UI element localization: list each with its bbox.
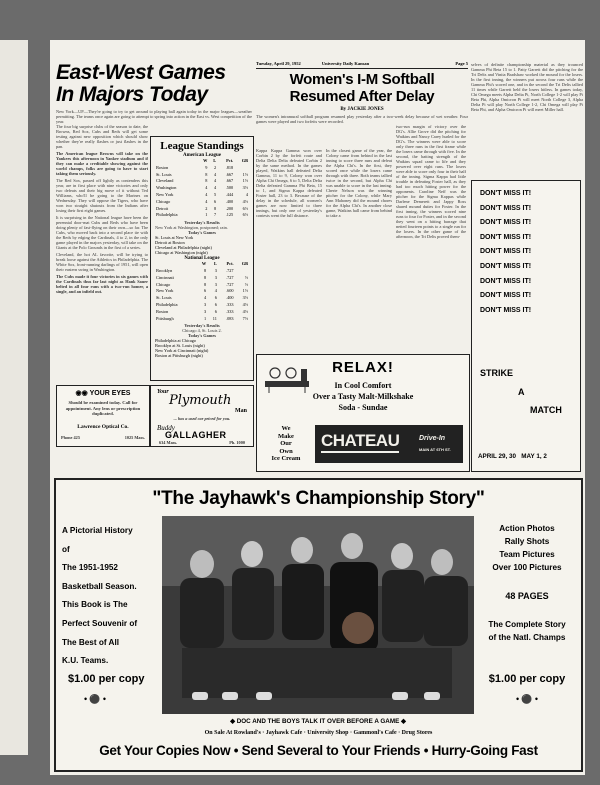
dont-miss-line: DON'T MISS IT!	[480, 233, 532, 241]
stat-cell: 6	[213, 198, 217, 204]
eastwest-body	[56, 124, 148, 294]
stat-cell: ½	[244, 274, 248, 280]
strike-line3: MATCH	[530, 405, 562, 415]
stat-cell: 8	[205, 178, 208, 184]
al-row	[155, 199, 249, 206]
plymouth-address: 634 Mass.	[159, 440, 178, 445]
al-row	[155, 185, 249, 192]
strike-line2: A	[518, 387, 525, 397]
al-title: American League	[183, 153, 221, 158]
stat-cell: 3	[203, 308, 207, 314]
eastwest-p2: The four big surprise clubs of the season to date, the Browns, Red Sox, Cubs and Reds will get some testing against new opposition which should show whether they're really flashes or just flashes in the pan.	[56, 124, 148, 149]
softball-col2	[326, 148, 392, 218]
nl-row	[155, 295, 249, 302]
jayhawk-right-text	[476, 522, 578, 574]
jayhawk-right-line: Over 100 Pictures	[492, 563, 562, 572]
stat-cell: .200	[225, 205, 234, 211]
stat-cell: 4½	[242, 308, 248, 314]
eastwest-lead: New York—UP—They're going to try to get around to playing ball again today in the major leagues—weather permitting. The teams once again are going to attempt to spring into action in the East vs. West competition of the year.	[56, 109, 252, 124]
plymouth-your: Your	[157, 389, 169, 395]
optical-body: Should be examined today. Call for appointment. Any lens or prescription duplicated.	[65, 400, 141, 416]
relax-title: RELAX!	[332, 359, 394, 376]
al-table	[155, 158, 249, 219]
jayhawk-right-text-2	[476, 618, 578, 644]
stat-cell: 4	[205, 191, 208, 197]
stat-cell: .500	[225, 185, 234, 191]
nl-col-0: W	[201, 261, 207, 267]
plymouth-man: Man	[235, 408, 247, 414]
al-col-3: GB	[241, 158, 248, 163]
plymouth-phone: Ph. 1000	[229, 440, 245, 445]
team-name: Chicago	[156, 198, 171, 204]
team-name: Cleveland	[156, 178, 174, 184]
stat-cell: 1	[205, 212, 208, 218]
ornament-left: • ⚫ •	[84, 694, 107, 704]
stat-cell: 1	[203, 315, 207, 321]
stat-cell: 4	[205, 198, 208, 204]
relax-side-line: Our	[280, 440, 292, 447]
chateau-brand: CHATEAU	[321, 431, 399, 453]
softball-byline: By JACKIE JONES	[340, 107, 384, 112]
optical-ad	[56, 385, 150, 447]
eye-icon: ◉◉	[75, 390, 88, 397]
plymouth-ad	[150, 385, 254, 447]
stat-cell: 11	[212, 315, 217, 321]
team-name: Cincinnati	[156, 274, 174, 280]
al-today-title: Today's Games	[188, 230, 216, 236]
jayhawk-right-line: Rally Shots	[504, 537, 550, 546]
relax-side-line: Own	[279, 447, 293, 455]
jayhawk-left-line: The Best of All	[62, 637, 120, 647]
dont-miss-line: DON'T MISS IT!	[480, 262, 532, 270]
stat-cell: .444	[225, 191, 234, 197]
masthead-date: Tuesday, April 29, 1952	[256, 61, 301, 66]
dont-miss-line: DON'T MISS IT!	[480, 248, 532, 256]
strike-ad	[471, 180, 581, 472]
nl-col-1: L	[214, 261, 217, 267]
stat-cell: .727	[226, 281, 234, 287]
stat-cell	[235, 268, 249, 275]
stat-cell: 8	[203, 274, 207, 280]
strike-line1: STRIKE	[480, 368, 514, 378]
team-name: Chicago	[156, 281, 171, 287]
stat-cell: .727	[226, 274, 234, 280]
jayhawk-left-line: K.U. Teams.	[62, 656, 109, 666]
softball-c2: In the closest game of the year, the Colony came from behind in the last inning to score three runs and defeat the Alpha Chi's. In the first, they scored once while the losers came through with three. Both teams tallied twice in the second, but Alpha Chi was unable to score in the last inning. Cherie Nelson was the winning pitcher for the Colony, while Mary Ann Mahoney did the mound chores for the Alpha Chi's. In another close game, Watkins hall came from behind to take a	[326, 148, 392, 218]
relax-side-line: Make	[278, 432, 294, 440]
al-row	[155, 206, 249, 213]
nl-yest-title: Yesterday's Results	[184, 323, 220, 329]
chateau-logo	[315, 425, 463, 463]
jayhawk-left-line: Basketball Season.	[62, 581, 137, 591]
stat-cell: 3	[214, 281, 217, 287]
strike-dates: APRIL 29, 30 MAY 1, 2	[478, 453, 547, 460]
al-today-game: St. Louis at New York	[155, 235, 194, 241]
team-name: Detroit	[156, 205, 169, 211]
plymouth-brand: Plymouth	[169, 393, 232, 408]
stat-cell: .600	[226, 288, 234, 294]
nl-today-game: New York at Cincinnati (night)	[155, 348, 209, 354]
stat-cell: 4	[203, 295, 207, 301]
eastwest-p3: The American league Browns will take on the Yankees this afternoon in Yankee stadium and if they can make a creditable showing against the world champs, folks are going to have to start taking them seriously.	[56, 151, 148, 176]
jayhawk-right2-line: The Complete Story	[488, 620, 566, 629]
nl-row	[155, 302, 249, 309]
optical-title: ◉◉ YOUR EYES	[75, 390, 131, 397]
stat-cell: 9	[205, 164, 208, 170]
stat-cell: .400	[226, 295, 234, 301]
stat-cell: 4½	[242, 301, 248, 307]
stat-cell: .125	[225, 212, 234, 218]
nl-col-3: GB	[241, 261, 248, 267]
team-name: New York	[156, 288, 174, 294]
optical-address: 1025 Mass.	[124, 435, 145, 440]
softball-c1: Kappa Kappa Gamma won over Corbin 2 by the forfeit route and Delta Delta Delta defeated Corbin 2 by the same method. In the games played, Watkins hall defeated Delta Gamma, 11 to 9, Colony won over Alpha Chi Omega, 6 to 5, Delta Delta Delta defeated Gamma Phi Beta, 15 to 1, and Sigma Kappa defeated Foster hall, 23 to 3. Because of the delay in the schedule, all women's games are now limited to three innings, but only one of yesterday's contests went the full distance.	[256, 148, 322, 218]
jayhawk-caption: ◆ DOC AND THE BOYS TALK IT OVER BEFORE A GAME ◆	[230, 718, 406, 725]
stat-cell: 7	[213, 212, 217, 218]
stat-cell: 7½	[242, 315, 248, 321]
relax-side-line: Ice Cream	[271, 455, 301, 462]
stat-cell: 6	[203, 288, 207, 294]
stat-cell: 5	[213, 191, 217, 197]
stat-cell: 6	[214, 301, 217, 307]
al-row	[155, 178, 249, 185]
stat-cell: 1½	[242, 178, 248, 184]
optical-phone: Phone 425	[61, 435, 80, 440]
stat-cell: .667	[225, 171, 234, 177]
al-row	[155, 212, 249, 219]
stat-cell: 1½	[242, 171, 248, 177]
standings-box	[150, 136, 254, 381]
nl-title: National League	[184, 256, 220, 262]
eastwest-p5: It is surprising in the National league have been the perennial door-mat Cubs and Reds who have been doing plenty of fast-flying on their own—so far. The Cubs, who moved back into a second place tie with the Reds by edging the Cardinals, 4 to 2, in the only game played in the majors yesterday, will take on the Giants at the Polo Grounds in the first of a series.	[56, 215, 148, 250]
relax-side-text	[265, 425, 307, 463]
nl-today-game: Philadelphia at Chicago	[155, 338, 197, 344]
al-today-list	[151, 235, 253, 255]
nl-today-title: Today's Games	[188, 333, 216, 339]
stat-cell: 6½	[242, 205, 248, 211]
jayhawk-price-left: $1.00 per copy	[68, 673, 145, 685]
dont-miss-line: DON'T MISS IT!	[480, 306, 532, 314]
softball-headline: Women's I-M Softball Resumed After Delay	[289, 71, 435, 105]
stat-cell: 1½	[242, 288, 248, 294]
team-name: Brooklyn	[156, 267, 173, 273]
jayhawk-left-line: A Pictorial History	[62, 526, 133, 535]
jayhawk-left-line: Perfect Souvenir of	[62, 618, 138, 628]
al-col-0: W	[203, 158, 208, 163]
adjacent-page-edge	[0, 40, 28, 755]
jayhawk-right-line: Team Pictures	[499, 550, 555, 559]
softball-col4	[471, 62, 583, 182]
jayhawk-price-right: $1.00 per copy	[488, 673, 566, 685]
team-name: Boston	[156, 308, 169, 314]
nl-table	[155, 261, 249, 322]
stat-cell: 3	[214, 267, 217, 273]
stat-cell: .333	[226, 308, 234, 314]
dont-miss-line: DON'T MISS IT!	[480, 204, 532, 212]
stat-cell: .667	[225, 178, 234, 184]
al-today-game: Chicago at Washington (night)	[155, 250, 208, 256]
masthead	[256, 61, 468, 66]
stat-cell: 4	[213, 178, 217, 184]
jayhawk-left-text	[62, 522, 162, 671]
nl-row	[155, 309, 249, 316]
stat-cell: 2	[205, 205, 208, 211]
jayhawk-pages: 48 PAGES	[505, 591, 549, 601]
eastwest-p4: The Red Sox, passed off lightly as contenders this year, are in first place with nine victories and only two defeats and their big move of it without Ted Williams, who'll be going to the Marines on Wednesday. They will oppose the Tigers, who have won two straight shutouts from the Indians after losing their first eight games.	[56, 178, 148, 213]
stat-cell: ½	[244, 281, 248, 287]
nl-row	[155, 275, 249, 282]
jayhawk-left-line: of	[62, 544, 70, 554]
dont-miss-line: DON'T MISS IT!	[480, 219, 532, 227]
stat-cell: .333	[226, 301, 234, 307]
team-name: Pittsburgh	[156, 315, 174, 321]
stat-cell: 6½	[242, 212, 248, 218]
stat-cell: 4½	[242, 198, 248, 204]
nl-col-team	[155, 261, 196, 268]
softball-col1	[256, 148, 322, 218]
standings-title: League Standings	[160, 140, 244, 152]
softball-c3: two-run margin of victory over the DG's. Allie Grove did the pitching for Watkins and Nancy Carey hurled for the DG's. The winners were able to score only three runs in the first frame while the losers came through with five. In the second, the batting strength of the Watkins squad came to life and they powered over eight runs. The losers were able to score only four in their half of the inning. Sigma Kappa had little trouble in defeating Foster hall, as they had too much hitting power for the opponents. Caroline Neff was the pitcher for the Sigma Kappas while Darlene Demerett and Jappy Ross shared mound duties for Foster. In the first inning, the winners scored nine runs to four for Foster, and in the second they went on a hitting barrage that netted fourteen points to a single run for the losers. In the other game of the afternoon, the Tri Delts proved them-	[396, 124, 466, 239]
stat-cell: 3	[203, 301, 207, 307]
stat-cell: 3	[214, 274, 217, 280]
eastwest-article	[56, 62, 252, 124]
jayhawk-footer: Get Your Copies Now • Send Several to Your Friends • Hurry-Going Fast	[99, 743, 538, 758]
stat-cell: 2	[213, 164, 217, 170]
chateau-sub: Drive-In	[419, 435, 446, 442]
stat-cell: 3½	[242, 185, 248, 191]
masthead-paper: University Daily Kansan	[321, 61, 370, 66]
stat-cell: .727	[226, 267, 234, 273]
al-today-game: Cleveland at Philadelphia (night)	[155, 245, 212, 251]
dont-miss-line: DON'T MISS IT!	[480, 190, 532, 197]
team-name: St. Louis	[156, 171, 172, 177]
team-name: New York	[156, 191, 174, 197]
chateau-ad	[256, 354, 470, 472]
jayhawk-onsale: On Sale At Rowland's · Jayhawk Cafe · University Shop · Gammonl's Cafe · Drug Stores	[204, 730, 433, 736]
stat-cell: 4	[214, 288, 217, 294]
al-col-1: L	[213, 158, 217, 163]
nl-row	[155, 282, 249, 289]
dont-miss-line: DON'T MISS IT!	[480, 292, 532, 300]
al-col-team	[155, 158, 197, 165]
eastwest-headline: East-West Games In Majors Today	[56, 61, 226, 106]
chateau-address: MAIN AT 6TH ST.	[419, 447, 451, 452]
jayhawk-right-line: Action Photos	[499, 524, 555, 533]
nl-col-2: Pct.	[226, 261, 234, 267]
softball-c4: selves of definite championship material as they trounced Gamma Phi Beta 15 to 1. Patty Garrett did the pitching for the Tri Delts and Vinita Bradshaw worked the mound for the losers. In the first inning, the winners put across four runs while the Gamma Phi's scored one, and in the second the Tri Delts tallied 11 times while Garrett held the losers hitless. In games today, Chi Omega meets Alpha Delta Pi, North College 1-2 will play Pi Beta Phi, Alpha Omicron Pi will meet North College 3, Alpha Delta Pi will play North College 1-2, Chi Omega will play Pi Beta Phi, and Alpha Omicron Pi will meet Miller hall.	[471, 62, 583, 112]
stat-cell: .400	[225, 198, 234, 204]
nl-today-game: Brooklyn at St. Louis (night)	[155, 343, 205, 349]
team-photo	[162, 516, 474, 714]
relax-line2: Over a Tasty Malt-Milkshake	[312, 392, 414, 401]
team-name: Washington	[156, 185, 177, 191]
nl-row	[155, 288, 249, 295]
jayhawk-left-line: The 1951-1952	[62, 563, 118, 573]
eastwest-p7: The Cubs made it four victories in six games with the Cardinals thus far last night as Hank Sauer belted in all four runs with a two-run homer, a single, and an infield out.	[56, 274, 148, 294]
al-today-game: Detroit at Boston	[155, 240, 185, 246]
masthead-page: Page 5	[455, 61, 468, 66]
newspaper-page	[50, 40, 585, 775]
stat-cell: 4	[213, 171, 217, 177]
plymouth-dealer-name: GALLAGHER	[165, 430, 227, 440]
stat-cell: .083	[226, 315, 234, 321]
al-row	[155, 165, 249, 172]
nl-row	[155, 316, 249, 323]
al-row	[155, 172, 249, 179]
relax-line1: In Cool Comfort	[334, 381, 392, 390]
softball-lead: The women's intramural softball program resumed play yesterday after a two-week delay because of wet weather. Four games were played and two forfeits were recorded.	[256, 114, 468, 124]
stat-cell: 8	[213, 205, 217, 211]
al-col-2: Pct.	[226, 158, 234, 163]
al-header-row	[155, 158, 249, 165]
team-name: Boston	[156, 164, 169, 170]
stat-cell: 6	[214, 295, 217, 301]
stat-cell: 6	[214, 308, 217, 314]
stat-cell: 8	[203, 281, 207, 287]
dont-miss-line: DON'T MISS IT!	[480, 277, 532, 285]
stat-cell: 4	[205, 185, 208, 191]
jayhawk-left-line: This Book is The	[62, 600, 128, 610]
stat-cell: .818	[225, 164, 234, 170]
stat-cell: 3½	[242, 295, 248, 301]
softball-article	[256, 71, 468, 124]
al-yest-title: Yesterday's Results	[184, 220, 220, 226]
nl-header-row	[155, 261, 249, 268]
relax-side-line: We	[281, 425, 291, 432]
jayhawk-ad	[54, 478, 583, 772]
jayhawk-title: "The Jayhawk's Championship Story"	[152, 488, 485, 509]
dont-miss-list	[480, 187, 574, 318]
nl-today-game: Boston at Pittsburgh (night)	[155, 353, 203, 359]
ornament-right: • ⚫ •	[515, 694, 538, 704]
stat-cell: 4	[213, 185, 217, 191]
softball-col3	[396, 124, 466, 346]
stat-cell: 8	[205, 171, 208, 177]
al-row	[155, 192, 249, 199]
masthead-rule	[256, 68, 468, 69]
jayhawk-right2-line: of the Natl. Champs	[488, 633, 566, 642]
nl-row	[155, 268, 249, 275]
team-name: St. Louis	[156, 295, 172, 301]
plymouth-slogan: ... has a used car priced for you.	[173, 416, 231, 421]
nl-today-list	[151, 338, 253, 358]
eastwest-p6: Cleveland, the hot AL favorite, will be trying to break loose against the Athletics in Philadelphia. The White Sox, front-running darlings of 1951, will open their eastern swing in Washington.	[56, 252, 148, 272]
plymouth-name-script: Buddy	[157, 424, 175, 432]
stat-cell: 4	[245, 191, 248, 197]
relax-line3: Soda - Sundae	[338, 403, 388, 412]
optical-name: Lawrence Optical Co.	[77, 424, 129, 430]
team-name: Philadelphia	[156, 212, 178, 218]
team-name: Philadelphia	[156, 301, 178, 307]
al-yest: New York at Washington, postponed; rain.	[155, 225, 228, 231]
stat-cell: 8	[203, 267, 207, 273]
nl-yest: Chicago 4, St. Louis 2.	[182, 328, 222, 334]
stat-cell	[234, 165, 249, 172]
